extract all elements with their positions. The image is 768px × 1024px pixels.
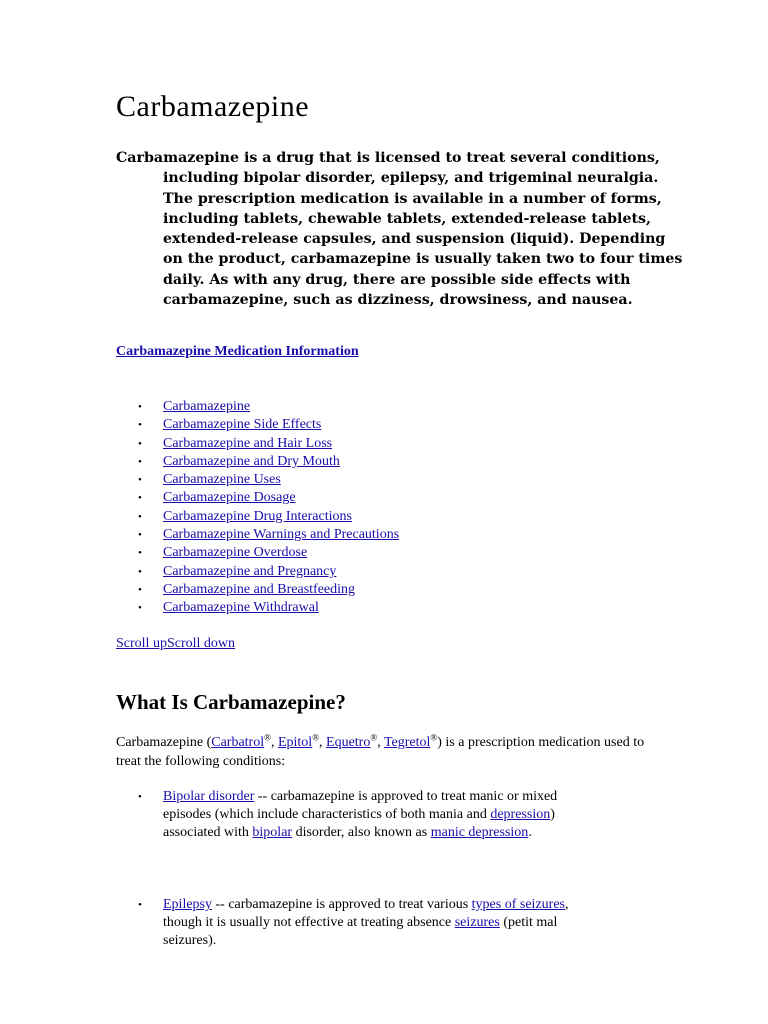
toc-item xyxy=(116,471,399,489)
bullet-icon: • xyxy=(138,455,142,468)
toc-link[interactable]: Carbamazepine Side Effects xyxy=(163,417,322,433)
bullet-icon: • xyxy=(138,474,142,487)
brand-link-equetro[interactable]: Equetro xyxy=(326,735,371,750)
bullet-icon: • xyxy=(138,437,142,450)
registered-mark: ® xyxy=(430,732,438,743)
condition-text: . xyxy=(528,825,532,841)
toc-link[interactable]: Carbamazepine Withdrawal xyxy=(163,600,319,616)
intro-tail: ) is a prescription medication used to treat the following conditions: xyxy=(116,735,645,769)
toc-item xyxy=(116,435,399,453)
condition-text: , though it is usually not effective at treating absence xyxy=(163,897,569,931)
bullet-icon: • xyxy=(138,899,142,911)
bipolar-link[interactable]: bipolar xyxy=(252,825,293,841)
separator: , xyxy=(319,735,327,750)
registered-mark: ® xyxy=(312,732,320,743)
conditions-list-bipolar xyxy=(116,788,583,843)
bullet-icon: • xyxy=(138,419,142,432)
scroll-up-link[interactable]: Scroll up xyxy=(116,636,167,651)
toc-item xyxy=(116,599,399,617)
summary-paragraph: Carbamazepine is a drug that is licensed to treat several conditions, including bipolar disorder, epilepsy, and trigeminal neuralgia. The prescription medication is available in a number of forms, including tablets, chewable tablets, extended-release tablets, extended-release capsules, and suspension (liquid). Depending on the product, carbamazepine is usually taken two to four times daily. As with any drug, there are possible side effects with carbamazepine, such as dizziness, drowsiness, and nausea. xyxy=(116,150,683,309)
registered-mark: ® xyxy=(370,732,378,743)
bullet-icon: • xyxy=(138,510,142,523)
toc-link[interactable]: Carbamazepine and Hair Loss xyxy=(163,435,333,451)
intro-lead: Carbamazepine ( xyxy=(116,735,212,750)
condition-text: (petit mal seizures). xyxy=(163,915,558,949)
toc-link[interactable]: Carbamazepine and Dry Mouth xyxy=(163,453,340,469)
separator: , xyxy=(270,735,278,750)
scroll-down-link[interactable]: Scroll down xyxy=(166,636,236,651)
conditions-list-epilepsy xyxy=(116,896,583,951)
toc-item xyxy=(116,544,399,562)
toc-item xyxy=(116,398,399,416)
seizures-link[interactable]: seizures xyxy=(454,915,500,931)
toc-link[interactable]: Carbamazepine xyxy=(163,399,251,414)
section-heading: What Is Carbamazepine? xyxy=(116,690,346,714)
manic-depression-link[interactable]: manic depression xyxy=(430,825,529,841)
page-title: Carbamazepine xyxy=(116,90,310,123)
toc-link[interactable]: Carbamazepine and Breastfeeding xyxy=(163,581,356,597)
list-item xyxy=(116,896,583,951)
brand-link-tegretol[interactable]: Tegretol xyxy=(383,735,431,750)
intro-paragraph xyxy=(116,734,656,771)
bullet-icon: • xyxy=(138,547,142,560)
toc-item xyxy=(116,508,399,526)
toc-item xyxy=(116,489,399,507)
toc-link[interactable]: Carbamazepine and Pregnancy xyxy=(163,563,337,579)
epilepsy-link[interactable]: Epilepsy xyxy=(163,897,212,912)
registered-mark: ® xyxy=(264,732,271,743)
toc-item xyxy=(116,526,399,544)
toc-item xyxy=(116,563,399,581)
bullet-icon: • xyxy=(138,565,142,578)
toc-link[interactable]: Carbamazepine Overdose xyxy=(163,545,308,561)
condition-text: -- carbamazepine is approved to treat various xyxy=(212,897,472,912)
depression-link[interactable]: depression xyxy=(490,807,551,823)
brand-link-carbatrol[interactable]: Carbatrol xyxy=(211,735,265,750)
bullet-icon: • xyxy=(138,401,142,413)
list-item xyxy=(116,788,583,843)
condition-text: ) associated with xyxy=(163,807,555,841)
bullet-icon: • xyxy=(138,529,142,542)
scroll-controls xyxy=(116,636,235,652)
condition-text: -- carbamazepine is approved to treat manic or mixed episodes (which include characteristics of both mania and xyxy=(163,789,558,823)
bullet-icon: • xyxy=(138,583,142,596)
bipolar-disorder-link[interactable]: Bipolar disorder xyxy=(163,789,255,804)
brand-link-epitol[interactable]: Epitol xyxy=(277,735,313,750)
toc-link[interactable]: Carbamazepine Uses xyxy=(163,472,281,488)
condition-text: disorder, also known as xyxy=(292,825,431,841)
toc-link[interactable]: Carbamazepine Dosage xyxy=(163,490,296,506)
article-nav-list xyxy=(116,398,399,618)
medication-information-link[interactable]: Carbamazepine Medication Information xyxy=(116,344,359,359)
bullet-icon: • xyxy=(138,602,142,615)
bullet-icon: • xyxy=(138,791,142,803)
bullet-icon: • xyxy=(138,492,142,505)
toc-link[interactable]: Carbamazepine Warnings and Precautions xyxy=(163,527,400,543)
toc-link[interactable]: Carbamazepine Drug Interactions xyxy=(163,508,352,524)
toc-item xyxy=(116,416,399,434)
toc-item xyxy=(116,453,399,471)
separator: , xyxy=(377,735,384,750)
types-of-seizures-link[interactable]: types of seizures xyxy=(471,897,565,912)
toc-item xyxy=(116,581,399,599)
